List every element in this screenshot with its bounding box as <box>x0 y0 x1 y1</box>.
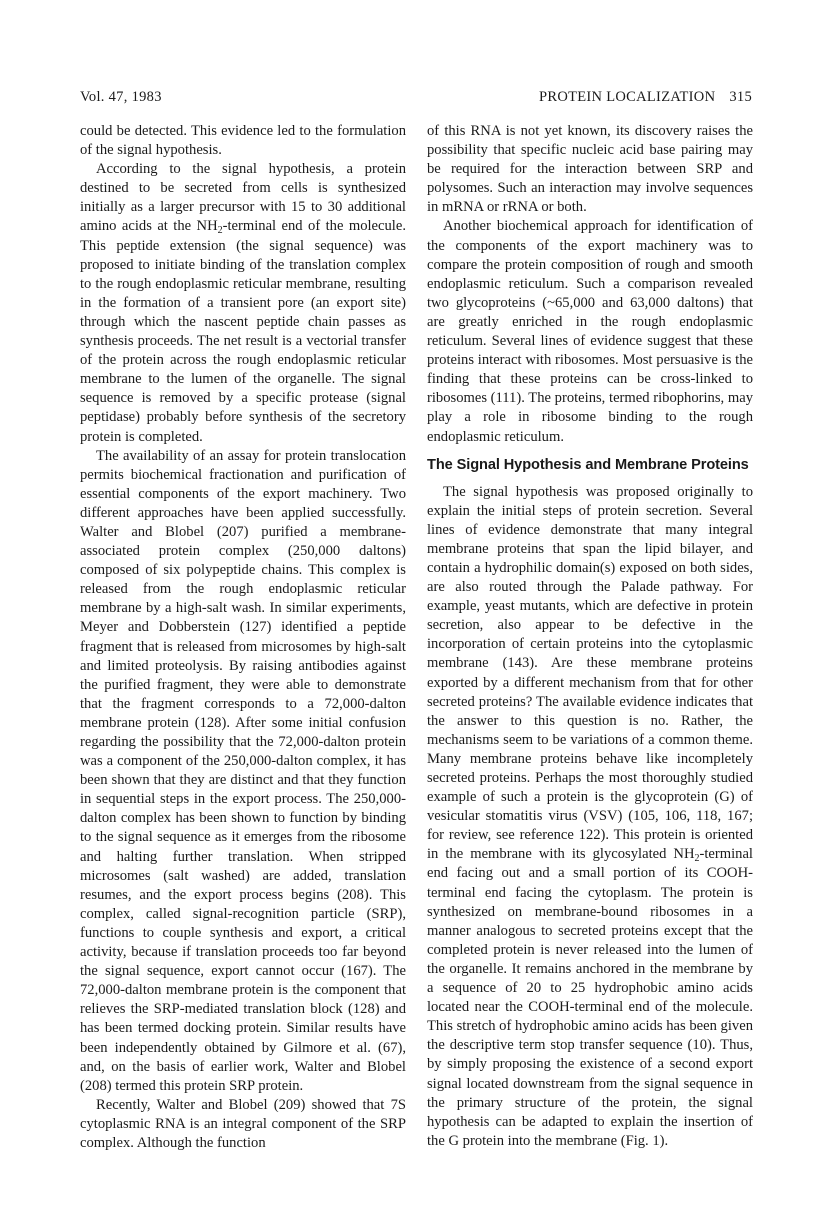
left-column <box>80 122 406 1153</box>
right-column <box>427 122 753 1151</box>
header-right <box>539 89 752 106</box>
running-title: PROTEIN LOCALIZATION <box>538 89 716 105</box>
paragraph: The signal hypothesis was proposed originally to explain the initial steps of protein secretion. Several lines of evidence demonstrate that many integral membrane proteins that span the lipid bilayer, and contain a hydrophilic domain(s) exposed on both sides, are also routed through the Palade pathway. For example, yeast mutants, which are defective in protein secretion, also appear to be defective in the incorporation of certain proteins into the cytoplasmic membrane (143). Are these membrane proteins exported by a different mechanism from that for other secreted proteins? The available evidence indicates that the answer to this question is no. Rather, the mechanisms seem to be variations of a common theme. Many membrane proteins behave like incompletely secreted proteins. Perhaps the most thoroughly studied example of such a protein is the glycoprotein (G) of vesicular stomatitis virus (VSV) (105, 106, 118, 167; for review, see reference 122). This protein is oriented in the membrane with its glycosylated $NH_2$-terminal end facing out and a small portion of its COOH-terminal end facing the cytoplasm. The protein is synthesized on membrane-bound ribosomes in a manner analogous to secreted proteins except that the completed protein is never released into the lumen of the organelle. It remains anchored in the membrane by a sequence of 20 to 25 hydrophobic amino acids located near the COOH-terminal end of the molecule. This stretch of hydrophobic amino acids has been given the descriptive term stop transfer sequence (10). Thus, by simply proposing the existence of a second export signal located downstream from the signal sequence in the primary structure of the protein, the signal hypothesis can be adapted to explain the insertion of the G protein into the membrane (Fig. 1). <box>427 483 753 1149</box>
paragraph: could be detected. This evidence led to the formulation of the signal hypothesis. <box>80 123 406 159</box>
journal-volume: Vol. 47, 1983 <box>80 89 162 105</box>
paragraph: According to the signal hypothesis, a protein destined to be secreted from cells is synthesized initially as a larger precursor with 15 to 30 additional amino acids at the $NH_2$-terminal end of the molecule. This peptide extension (the signal sequence) was proposed to initiate binding of the translation complex to the rough endoplasmic reticular membrane, resulting in the formation of a transient pore (an export site) through which the nascent peptide chain passes as synthesis proceeds. The net result is a vectorial transfer of the protein across the rough endoplasmic reticular membrane to the lumen of the organelle. The signal sequence is removed by a specific protease (signal peptidase) probably before synthesis of the secretory protein is completed. <box>80 161 406 445</box>
section-heading: The Signal Hypothesis and Membrane Proteins <box>427 456 749 473</box>
paragraph: Another biochemical approach for identification of the components of the export machinery was to compare the protein composition of rough and smooth endoplasmic reticulum. Such a comparison revealed two glycoproteins (~65,000 and 63,000 daltons) that are greatly enriched in the rough endoplasmic reticulum. Several lines of evidence suggest that these proteins interact with ribosomes. Most persuasive is the finding that these proteins can be cross-linked to ribosomes (111). The proteins, termed ribophorins, may play a role in ribosome binding to the rough endoplasmic reticulum. <box>427 218 753 445</box>
page-number: 315 <box>729 89 752 105</box>
paragraph: Recently, Walter and Blobel (209) showed that 7S cytoplasmic RNA is an integral component of the SRP complex. Although the function <box>80 1096 406 1151</box>
paragraph: The availability of an assay for protein translocation permits biochemical fractionation and purification of essential components of the export machinery. Two different approaches have been applied successfully. Walter and Blobel (207) purified a membrane-associated protein complex (250,000 daltons) composed of six polypeptide chains. This complex is released from the rough endoplasmic reticular membrane by a high-salt wash. In similar experiments, Meyer and Dobberstein (127) identified a peptide fragment that is released from microsomes by high-salt and limited proteolysis. By raising antibodies against the purified fragment, they were able to demonstrate that the fragment corresponds to a 72,000-dalton membrane protein (128). After some initial confusion regarding the possibility that the 72,000-dalton protein was a component of the 250,000-dalton complex, it has been shown that they are distinct and that they function in sequential steps in the export process. The 250,000-dalton complex has been shown to function by binding to the signal sequence as it emerges from the ribosome and halting further translation. When stripped microsomes (salt washed) are added, translation resumes, and the export process begins (208). This complex, called signal-recognition particle (SRP), functions to couple synthesis and export, a critical activity, because if translation proceeds too far beyond the signal sequence, export cannot occur (167). The 72,000-dalton membrane protein is the component that relieves the SRP-mediated translation block (128) and has been termed docking protein. Similar results have been independently obtained by Gilmore et al. (67), and, on the basis of earlier work, Walter and Blobel (208) termed this protein SRP protein. <box>80 447 406 1094</box>
paragraph: of this RNA is not yet known, its discovery raises the possibility that specific nucleic acid base pairing may be required for the interaction between SRP and polysomes. Such an interaction may involve sequences in mRNA or rRNA or both. <box>427 123 753 216</box>
running-header <box>80 89 752 111</box>
